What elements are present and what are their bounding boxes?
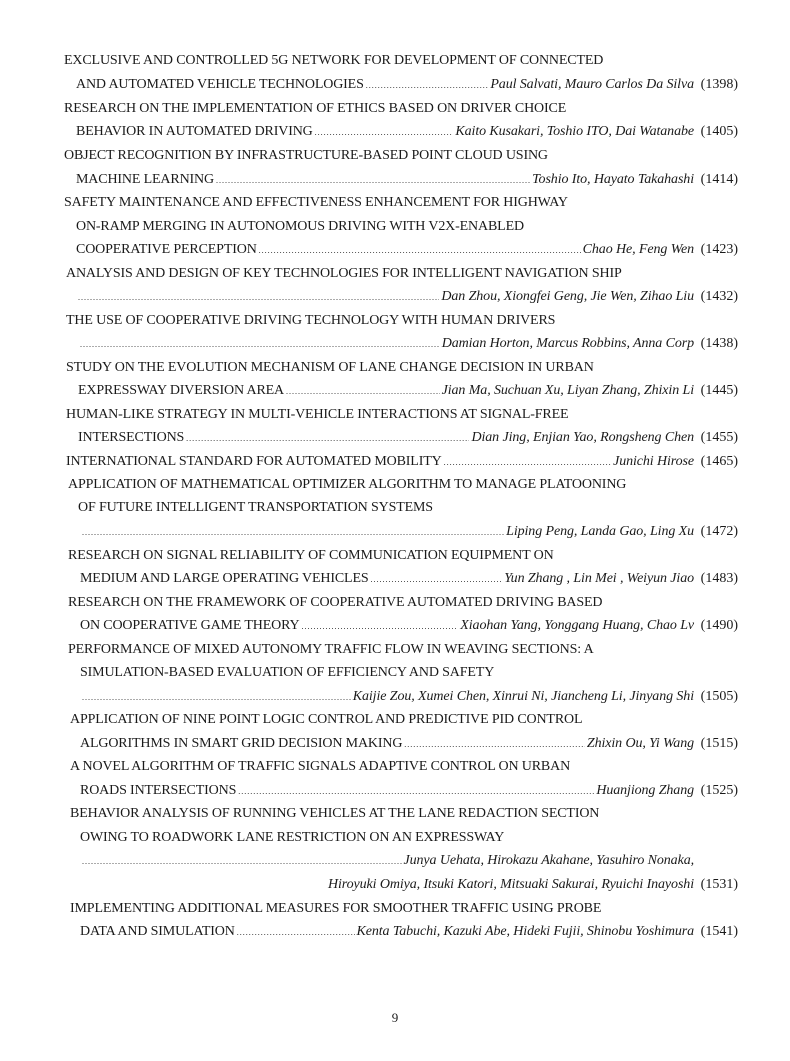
dot-leader (82, 853, 402, 871)
dot-leader (237, 924, 355, 942)
entry-leader-line (78, 382, 738, 401)
entry-authors: Kenta Tabuchi, Kazuki Abe, Hideki Fujii, Shinobu Yoshimura (356, 924, 694, 939)
entry-title: AND AUTOMATED VEHICLE TECHNOLOGIES (76, 77, 364, 92)
entry-title: OBJECT RECOGNITION BY INFRASTRUCTURE-BASED POINT CLOUD USING (64, 148, 548, 163)
entry-title: PERFORMANCE OF MIXED AUTONOMY TRAFFIC FLOW IN WEAVING SECTIONS: A (68, 642, 594, 657)
entry-title: ALGORITHMS IN SMART GRID DECISION MAKING (80, 736, 403, 751)
dot-leader (366, 77, 489, 95)
entry-leader-line (76, 123, 738, 142)
entry-leader-line (80, 523, 738, 542)
entry-authors: Kaito Kusakari, Toshio ITO, Dai Watanabe (455, 124, 694, 139)
entry-title: SIMULATION-BASED EVALUATION OF EFFICIENCY AND SAFETY (80, 665, 495, 680)
entry-leader-line (78, 335, 738, 354)
entry-title-line (68, 476, 735, 494)
entry-title: EXPRESSWAY DIVERSION AREA (78, 383, 285, 398)
entry-title-line (80, 829, 735, 847)
entry-page-number: (1515) (700, 736, 738, 751)
entry-leader-line (78, 429, 738, 448)
dot-leader (315, 124, 454, 142)
entry-authors: Kaijie Zou, Xumei Chen, Xinrui Ni, Jiancheng Li, Jinyang Shi (352, 689, 694, 704)
entry-authors: Huanjiong Zhang (596, 783, 694, 798)
dot-leader (238, 783, 594, 801)
entry-authors: Dian Jing, Enjian Yao, Rongsheng Chen (471, 430, 694, 445)
entry-title: ANALYSIS AND DESIGN OF KEY TECHNOLOGIES FOR INTELLIGENT NAVIGATION SHIP (66, 266, 622, 281)
entry-page-number: (1490) (700, 618, 738, 633)
entry-authors: Jian Ma, Suchuan Xu, Liyan Zhang, Zhixin Li (441, 383, 694, 398)
dot-leader (286, 383, 440, 401)
entry-leader-line (66, 453, 738, 472)
entry-title: INTERNATIONAL STANDARD FOR AUTOMATED MOBILITY (66, 454, 442, 469)
entry-title-line (66, 265, 735, 283)
entry-title-line (70, 711, 735, 729)
entry-page-number: (1525) (700, 783, 738, 798)
entry-leader-line (76, 288, 738, 307)
entry-leader-line (76, 171, 738, 190)
entry-title: RESEARCH ON THE FRAMEWORK OF COOPERATIVE AUTOMATED DRIVING BASED (68, 595, 603, 610)
entry-page-number: (1483) (700, 571, 738, 586)
entry-title: INTERSECTIONS (78, 430, 185, 445)
entry-leader-line (80, 735, 738, 754)
entry-authors: Hiroyuki Omiya, Itsuki Katori, Mitsuaki Sakurai, Ryuichi Inayoshi (327, 877, 694, 892)
entry-title: OF FUTURE INTELLIGENT TRANSPORTATION SYSTEMS (78, 500, 433, 515)
entry-title-line (80, 664, 735, 682)
entry-title-line (70, 805, 735, 823)
entry-page-number: (1465) (700, 454, 738, 469)
entry-authors: Chao He, Feng Wen (582, 242, 694, 257)
entry-author-line (80, 876, 738, 894)
entry-title: DATA AND SIMULATION (80, 924, 235, 939)
entry-title-line (64, 194, 735, 212)
dot-leader (80, 336, 440, 354)
entry-authors: Paul Salvati, Mauro Carlos Da Silva (490, 77, 694, 92)
entry-leader-line (80, 852, 694, 871)
entry-leader-line (76, 241, 738, 260)
entry-title: APPLICATION OF MATHEMATICAL OPTIMIZER ALGORITHM TO MANAGE PLATOONING (68, 477, 627, 492)
entry-title: IMPLEMENTING ADDITIONAL MEASURES FOR SMOOTHER TRAFFIC USING PROBE (70, 901, 602, 916)
dot-leader (371, 571, 503, 589)
entry-title: RESEARCH ON THE IMPLEMENTATION OF ETHICS BASED ON DRIVER CHOICE (64, 101, 567, 116)
entry-title: RESEARCH ON SIGNAL RELIABILITY OF COMMUNICATION EQUIPMENT ON (68, 548, 554, 563)
entry-title-line (70, 758, 735, 776)
entry-page-number: (1398) (700, 77, 738, 92)
entry-leader-line (80, 923, 738, 942)
entry-title: EXCLUSIVE AND CONTROLLED 5G NETWORK FOR DEVELOPMENT OF CONNECTED (64, 53, 604, 68)
entry-page-number: (1405) (700, 124, 738, 139)
entry-page-number: (1472) (700, 524, 738, 539)
entry-leader-line (80, 782, 738, 801)
entry-page-number: (1541) (700, 924, 738, 939)
page-footer-number: 9 (391, 1010, 399, 1025)
entry-title-line (64, 100, 735, 118)
entry-page-number: (1414) (700, 172, 738, 187)
entry-title: BEHAVIOR ANALYSIS OF RUNNING VEHICLES AT THE LANE REDACTION SECTION (70, 806, 600, 821)
entry-authors: Zhixin Ou, Yi Wang (586, 736, 694, 751)
entry-page-number: (1432) (700, 289, 738, 304)
entry-page-number: (1531) (700, 877, 738, 892)
entry-title: BEHAVIOR IN AUTOMATED DRIVING (76, 124, 313, 139)
entry-authors: Damian Horton, Marcus Robbins, Anna Corp (441, 336, 694, 351)
entry-title: ON-RAMP MERGING IN AUTONOMOUS DRIVING WITH V2X-ENABLED (76, 219, 524, 234)
entry-authors: Toshio Ito, Hayato Takahashi (532, 172, 694, 187)
entry-authors: Junya Uehata, Hirokazu Akahane, Yasuhiro Nonaka, (403, 853, 694, 868)
entry-title: A NOVEL ALGORITHM OF TRAFFIC SIGNALS ADAPTIVE CONTROL ON URBAN (70, 759, 571, 774)
entry-title-line (68, 594, 735, 612)
dot-leader (301, 618, 458, 636)
dot-leader (444, 454, 612, 472)
entry-title: MACHINE LEARNING (76, 172, 214, 187)
entry-leader-line (80, 570, 738, 589)
entry-title: OWING TO ROADWORK LANE RESTRICTION ON AN EXPRESSWAY (80, 830, 505, 845)
dot-leader (78, 289, 439, 307)
entry-title-line (66, 359, 735, 377)
entry-title: ON COOPERATIVE GAME THEORY (80, 618, 300, 633)
entry-title-line (68, 547, 735, 565)
entry-page-number: (1505) (700, 689, 738, 704)
entry-title-line (64, 147, 735, 165)
entry-page-number: (1438) (700, 336, 738, 351)
entry-authors: Xiaohan Yang, Yonggang Huang, Chao Lv (460, 618, 694, 633)
entry-title: SAFETY MAINTENANCE AND EFFECTIVENESS ENHANCEMENT FOR HIGHWAY (64, 195, 568, 210)
entry-leader-line (76, 76, 738, 95)
entry-title: STUDY ON THE EVOLUTION MECHANISM OF LANE CHANGE DECISION IN URBAN (66, 360, 594, 375)
entry-title-line (78, 499, 735, 517)
dot-leader (82, 524, 504, 542)
entry-title-line (66, 312, 735, 330)
dot-leader (82, 689, 351, 707)
entry-title-line (76, 218, 735, 236)
dot-leader (186, 430, 469, 448)
entry-page-number: (1423) (700, 242, 738, 257)
entry-title: ROADS INTERSECTIONS (80, 783, 237, 798)
entry-page-number: (1445) (700, 383, 738, 398)
entry-authors: Junichi Hirose (613, 454, 694, 469)
entry-title-line (70, 900, 735, 918)
entry-title: COOPERATIVE PERCEPTION (76, 242, 257, 257)
dot-leader (216, 172, 530, 190)
entry-leader-line (80, 617, 738, 636)
entry-title-line (66, 406, 735, 424)
entry-authors: Dan Zhou, Xiongfei Geng, Jie Wen, Zihao Liu (441, 289, 694, 304)
entry-page-number: (1455) (700, 430, 738, 445)
entry-authors: Yun Zhang , Lin Mei , Weiyun Jiao (504, 571, 694, 586)
dot-leader (404, 736, 585, 754)
entry-title: APPLICATION OF NINE POINT LOGIC CONTROL AND PREDICTIVE PID CONTROL (70, 712, 583, 727)
entry-authors: Liping Peng, Landa Gao, Ling Xu (506, 524, 694, 539)
dot-leader (259, 242, 581, 260)
entry-title: HUMAN-LIKE STRATEGY IN MULTI-VEHICLE INTERACTIONS AT SIGNAL-FREE (66, 407, 569, 422)
entry-title-line (68, 641, 735, 659)
entry-title: THE USE OF COOPERATIVE DRIVING TECHNOLOGY WITH HUMAN DRIVERS (66, 313, 556, 328)
entry-leader-line (80, 688, 738, 707)
entry-title-line (64, 52, 735, 70)
entry-title: MEDIUM AND LARGE OPERATING VEHICLES (80, 571, 369, 586)
